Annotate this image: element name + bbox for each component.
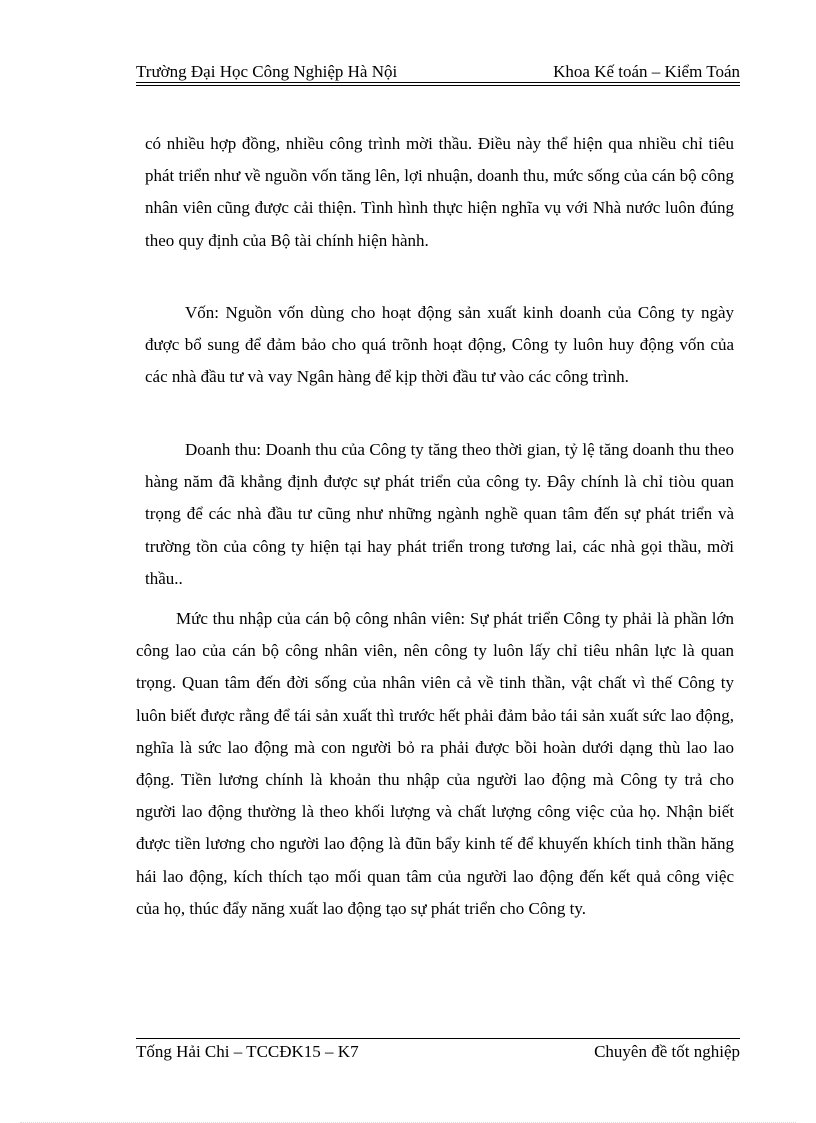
page-footer: [136, 1042, 740, 1068]
footer-author: Tống Hải Chi – TCCĐK15 – K7: [136, 1042, 359, 1061]
header-faculty-name: Khoa Kế toán – Kiểm Toán: [553, 62, 740, 81]
paragraph-income: Mức thu nhập của cán bộ công nhân viên: Sự phát triển Công ty phải là phần lớn công lao của cán bộ công nhân viên, nên công ty luôn lấy chỉ tiêu nhân lực là quan trọng. Quan tâm đến đời sống của nhân viên cả về tinh thần, vật chất vì thế Công ty luôn biết được rằng để tái sản xuất thì trước hết phải đảm bảo tái sản xuất sức lao động, nghĩa là sức lao động mà con người bỏ ra phải được bồi hoàn dưới dạng thù lao lao động. Tiền lương chính là khoản thu nhập của người lao động mà Công ty trả cho người lao động thường là theo khối lượng và chất lượng công việc của họ. Nhận biết được tiền lương cho người lao động là đũn bẩy kinh tế để khuyến khích tinh thần hăng hái lao động, kích thích tạo mối quan tâm của người lao động đến kết quả công việc của họ, thúc đẩy năng xuất lao động tạo sự phát triển cho Công ty.: [136, 609, 734, 918]
header-divider: [136, 82, 740, 86]
footer-divider: [136, 1038, 740, 1039]
footer-document-type: Chuyên đề tốt nghiệp: [594, 1042, 740, 1061]
paragraph-revenue: Doanh thu: Doanh thu của Công ty tăng theo thời gian, tỷ lệ tăng doanh thu theo hàng năm đã khẳng định được sự phát triển của công ty. Đây chính là chỉ tiòu quan trọng để các nhà đầu tư cũng như những ngành nghề quan tâm đến sự phát triển và trường tồn của công ty hiện tại hay phát triển trong tương lai, các nhà gọi thầu, mời thầu..: [145, 440, 734, 588]
paragraph-intro: có nhiều hợp đồng, nhiều công trình mời thầu. Điều này thể hiện qua nhiều chỉ tiêu phát triển như về nguồn vốn tăng lên, lợi nhuận, doanh thu, mức sống của cán bộ công nhân viên cũng được cải thiện. Tình hình thực hiện nghĩa vụ với Nhà nước luôn đúng theo quy định của Bộ tài chính hiện hành.: [145, 134, 734, 250]
header-school-name: Trường Đại Học Công Nghiệp Hà Nội: [136, 62, 398, 81]
paragraph-capital: Vốn: Nguồn vốn dùng cho hoạt động sản xuất kinh doanh của Công ty ngày được bổ sung để đảm bảo cho quá trõnh hoạt động, Công ty luôn huy động vốn của các nhà đầu tư và vay Ngân hàng để kịp thời đầu tư vào các công trình.: [145, 303, 734, 387]
